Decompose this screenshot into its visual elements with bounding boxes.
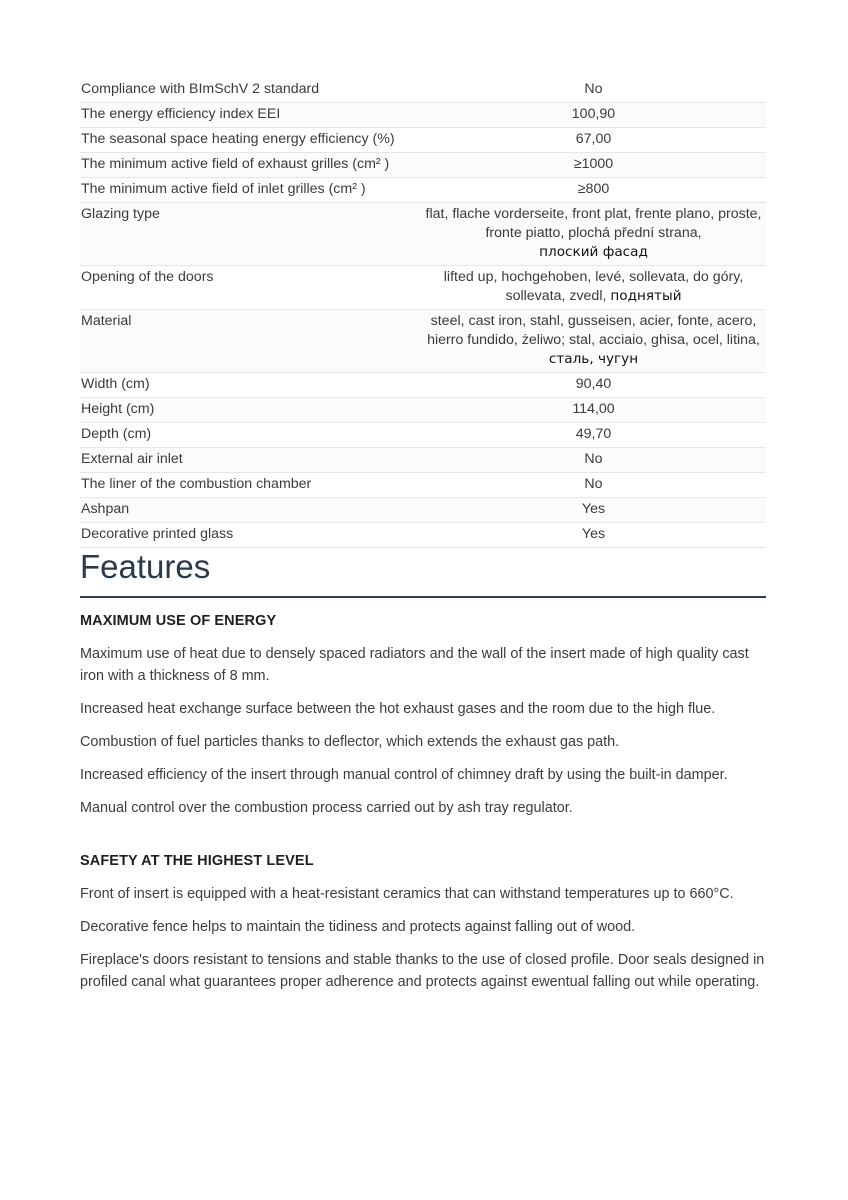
spec-label: Width (cm)	[80, 373, 421, 398]
spec-value-cyrillic: плоский фасад	[539, 244, 648, 260]
spec-value-text: lifted up, hochgehoben, levé, sollevata, do góry, sollevata, zvedl,	[443, 269, 744, 304]
spec-row	[80, 153, 766, 178]
spec-row	[80, 448, 766, 473]
feature-paragraph: Increased efficiency of the insert through manual control of chimney draft by using the built-in damper.	[80, 767, 728, 783]
spec-value-text: steel, cast iron, stahl, gusseisen, acier, fonte, acero, hierro fundido, żeliwo; stal, acciaio, ghisa, ocel, litina,	[427, 313, 760, 348]
spec-value-cyrillic: сталь, чугун	[548, 351, 639, 367]
spec-row	[80, 128, 766, 153]
features-section	[80, 548, 766, 1004]
spec-row	[80, 310, 766, 373]
feature-paragraph: Manual control over the combustion process carried out by ash tray regulator.	[80, 800, 573, 816]
feature-paragraph: Combustion of fuel particles thanks to deflector, which extends the exhaust gas path.	[80, 734, 620, 750]
feature-heading: MAXIMUM USE OF ENERGY	[80, 613, 277, 629]
features-title: Features	[80, 548, 766, 598]
spec-label: Opening of the doors	[80, 266, 421, 310]
spec-label: Material	[80, 310, 421, 373]
spec-value: ≥1000	[421, 153, 766, 178]
feature-heading: SAFETY AT THE HIGHEST LEVEL	[80, 853, 314, 869]
spec-row	[80, 178, 766, 203]
spec-label: External air inlet	[80, 448, 421, 473]
spec-row	[80, 398, 766, 423]
spec-label: The minimum active field of exhaust grilles (cm² )	[80, 153, 421, 178]
feature-paragraph: Maximum use of heat due to densely spaced radiators and the wall of the insert made of high quality cast iron with a thickness of 8 mm.	[80, 646, 749, 684]
spec-row	[80, 266, 766, 310]
feature-paragraph: Front of insert is equipped with a heat-resistant ceramics that can withstand temperatures up to 660°C.	[80, 886, 734, 902]
feature-group-safety	[80, 853, 766, 993]
spec-value: Yes	[421, 498, 766, 523]
spec-value	[421, 310, 766, 373]
spec-value-cyrillic: поднятый	[610, 288, 682, 304]
spec-label: Glazing type	[80, 203, 421, 266]
feature-group-energy	[80, 613, 766, 819]
spec-row	[80, 423, 766, 448]
specifications-table	[80, 78, 766, 548]
spec-row	[80, 78, 766, 103]
feature-paragraph: Fireplace's doors resistant to tensions and stable thanks to the use of closed profile. Door seals designed in profiled canal what guarantees proper adherence and protects against ewentual falling out while operating.	[80, 952, 765, 990]
spec-label: Compliance with BImSchV 2 standard	[80, 78, 421, 103]
spec-value: 114,00	[421, 398, 766, 423]
spec-row	[80, 103, 766, 128]
feature-paragraph: Increased heat exchange surface between the hot exhaust gases and the room due to the high flue.	[80, 701, 716, 717]
spec-label: Depth (cm)	[80, 423, 421, 448]
spec-value	[421, 266, 766, 310]
spec-label: Ashpan	[80, 498, 421, 523]
spec-value: 67,00	[421, 128, 766, 153]
spec-value: 90,40	[421, 373, 766, 398]
spec-label: Decorative printed glass	[80, 523, 421, 548]
spec-label: Height (cm)	[80, 398, 421, 423]
spec-label: The energy efficiency index EEI	[80, 103, 421, 128]
spec-value: No	[421, 448, 766, 473]
spec-value: No	[421, 473, 766, 498]
spec-value-text: flat, flache vorderseite, front plat, frente plano, proste, fronte piatto, plochá přední strana,	[425, 206, 762, 241]
spec-row	[80, 203, 766, 266]
spec-row	[80, 523, 766, 548]
spec-row	[80, 373, 766, 398]
spec-value: ≥800	[421, 178, 766, 203]
feature-paragraph: Decorative fence helps to maintain the tidiness and protects against falling out of wood.	[80, 919, 636, 935]
spec-value: 49,70	[421, 423, 766, 448]
spec-label: The liner of the combustion chamber	[80, 473, 421, 498]
spec-label: The seasonal space heating energy efficiency (%)	[80, 128, 421, 153]
spec-value: 100,90	[421, 103, 766, 128]
spec-value: No	[421, 78, 766, 103]
spec-label: The minimum active field of inlet grilles (cm² )	[80, 178, 421, 203]
spec-value	[421, 203, 766, 266]
spec-value: Yes	[421, 523, 766, 548]
spec-row	[80, 498, 766, 523]
spec-row	[80, 473, 766, 498]
